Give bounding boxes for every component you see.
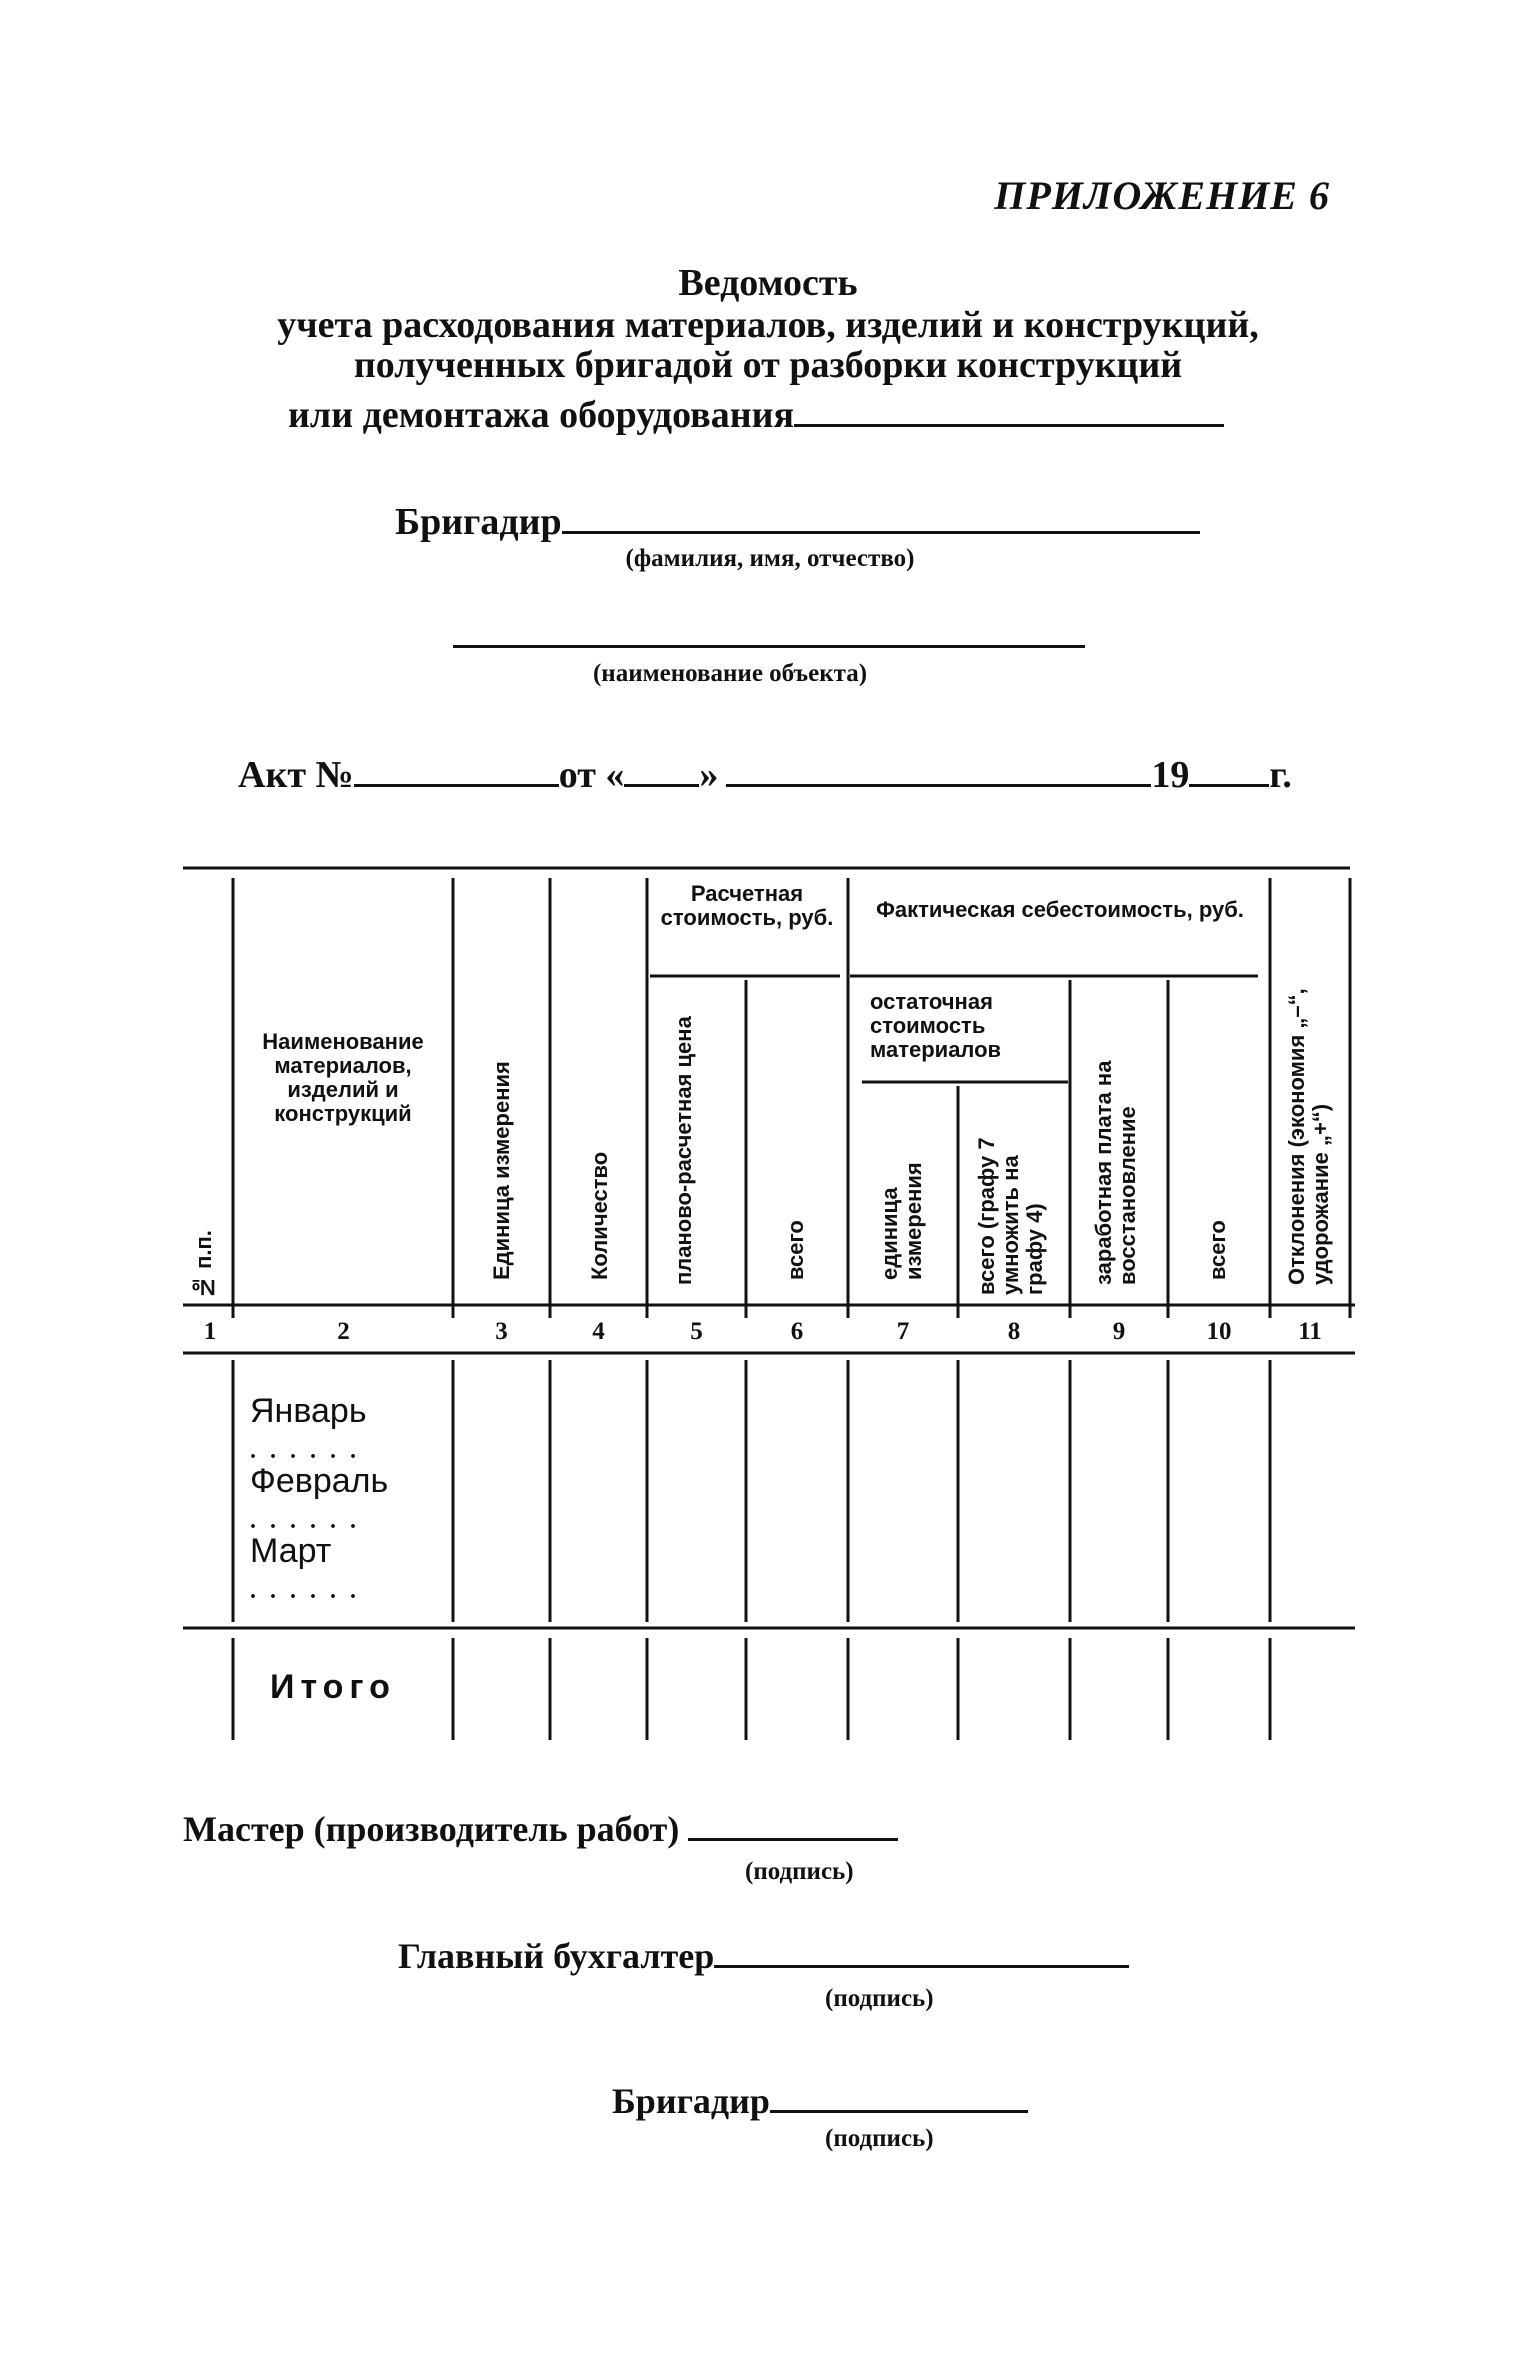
- act-number-label: Акт №: [238, 754, 354, 796]
- column-number-8: 8: [1007, 1318, 1021, 1345]
- header-col-planned-price: планово-расчетная цена: [671, 1016, 696, 1285]
- row-dots-3: ......: [250, 1578, 370, 1604]
- row-dots-1: ......: [250, 1438, 370, 1464]
- object-name-caption: (наименование объекта): [592, 660, 868, 687]
- foreman-field: Бригадир: [395, 495, 1200, 544]
- column-number-6: 6: [790, 1318, 804, 1345]
- header-col-actual-total: всего: [1205, 1220, 1230, 1280]
- header-col-unit: Единица измерения: [489, 1061, 514, 1280]
- header-group-calculated-cost: Расчетная стоимость, руб.: [660, 881, 834, 930]
- row-march: Март: [250, 1532, 332, 1570]
- column-number-11: 11: [1298, 1318, 1322, 1345]
- accountant-signature-caption: (подпись): [825, 1985, 934, 2012]
- foreman-signature-caption: (подпись): [825, 2125, 934, 2152]
- header-col-deviation: Отклонения (экономия „–“, удорожание „+“): [1284, 988, 1333, 1285]
- header-col-calc-total: всего: [783, 1220, 808, 1280]
- accountant-signature-line: Главный бухгалтер: [398, 1935, 1129, 1977]
- master-signature-line: Мастер (производитель работ): [183, 1808, 898, 1850]
- header-col-number: № п.п.: [191, 1230, 216, 1300]
- header-col-residual-unit: единица измерения: [877, 1162, 926, 1280]
- act-from-label: от: [558, 754, 596, 796]
- column-number-5: 5: [690, 1318, 703, 1345]
- header-col-name: Наименование материалов, изделий и конструкций: [262, 1029, 424, 1126]
- column-number-1: 1: [203, 1318, 217, 1345]
- row-total: Итого: [270, 1668, 396, 1706]
- foreman-signature-blank[interactable]: [770, 2080, 1028, 2113]
- column-number-4: 4: [592, 1318, 605, 1345]
- header-col-residual-total: всего (графу 7 умножить на графу 4): [974, 1137, 1047, 1295]
- header-col-wages: заработная плата на восстановление: [1091, 1060, 1140, 1285]
- row-january: Январь: [250, 1392, 367, 1430]
- header-group-actual-cost: Фактическая себестоимость, руб.: [876, 897, 1244, 922]
- column-number-10: 10: [1206, 1318, 1232, 1345]
- act-line: Акт № от « » 19 г.: [238, 754, 1292, 796]
- row-dots-2: ......: [250, 1508, 370, 1534]
- column-number-3: 3: [495, 1318, 508, 1345]
- column-number-9: 9: [1112, 1318, 1126, 1345]
- accountant-signature-blank[interactable]: [714, 1935, 1129, 1968]
- document-subtitle-line-3: или демонтажа оборудования: [288, 390, 1224, 437]
- row-february: Февраль: [250, 1462, 389, 1500]
- header-col-quantity: Количество: [587, 1151, 612, 1280]
- foreman-name-caption: (фамилия, имя, отчество): [625, 545, 915, 572]
- column-number-7: 7: [896, 1318, 910, 1345]
- appendix-label: ПРИЛОЖЕНИЕ 6: [994, 173, 1330, 218]
- document-title: Ведомость: [678, 262, 858, 304]
- master-signature-caption: (подпись): [745, 1858, 854, 1885]
- master-signature-blank[interactable]: [688, 1808, 898, 1841]
- document-subtitle-line-2: полученных бригадой от разборки конструкций: [353, 344, 1183, 386]
- column-number-2: 2: [337, 1318, 350, 1345]
- header-group-residual-value: остаточная стоимость материалов: [870, 989, 1002, 1062]
- document-subtitle-line-1: учета расходования материалов, изделий и конструкций,: [277, 304, 1259, 346]
- foreman-signature-line: Бригадир: [612, 2080, 1028, 2122]
